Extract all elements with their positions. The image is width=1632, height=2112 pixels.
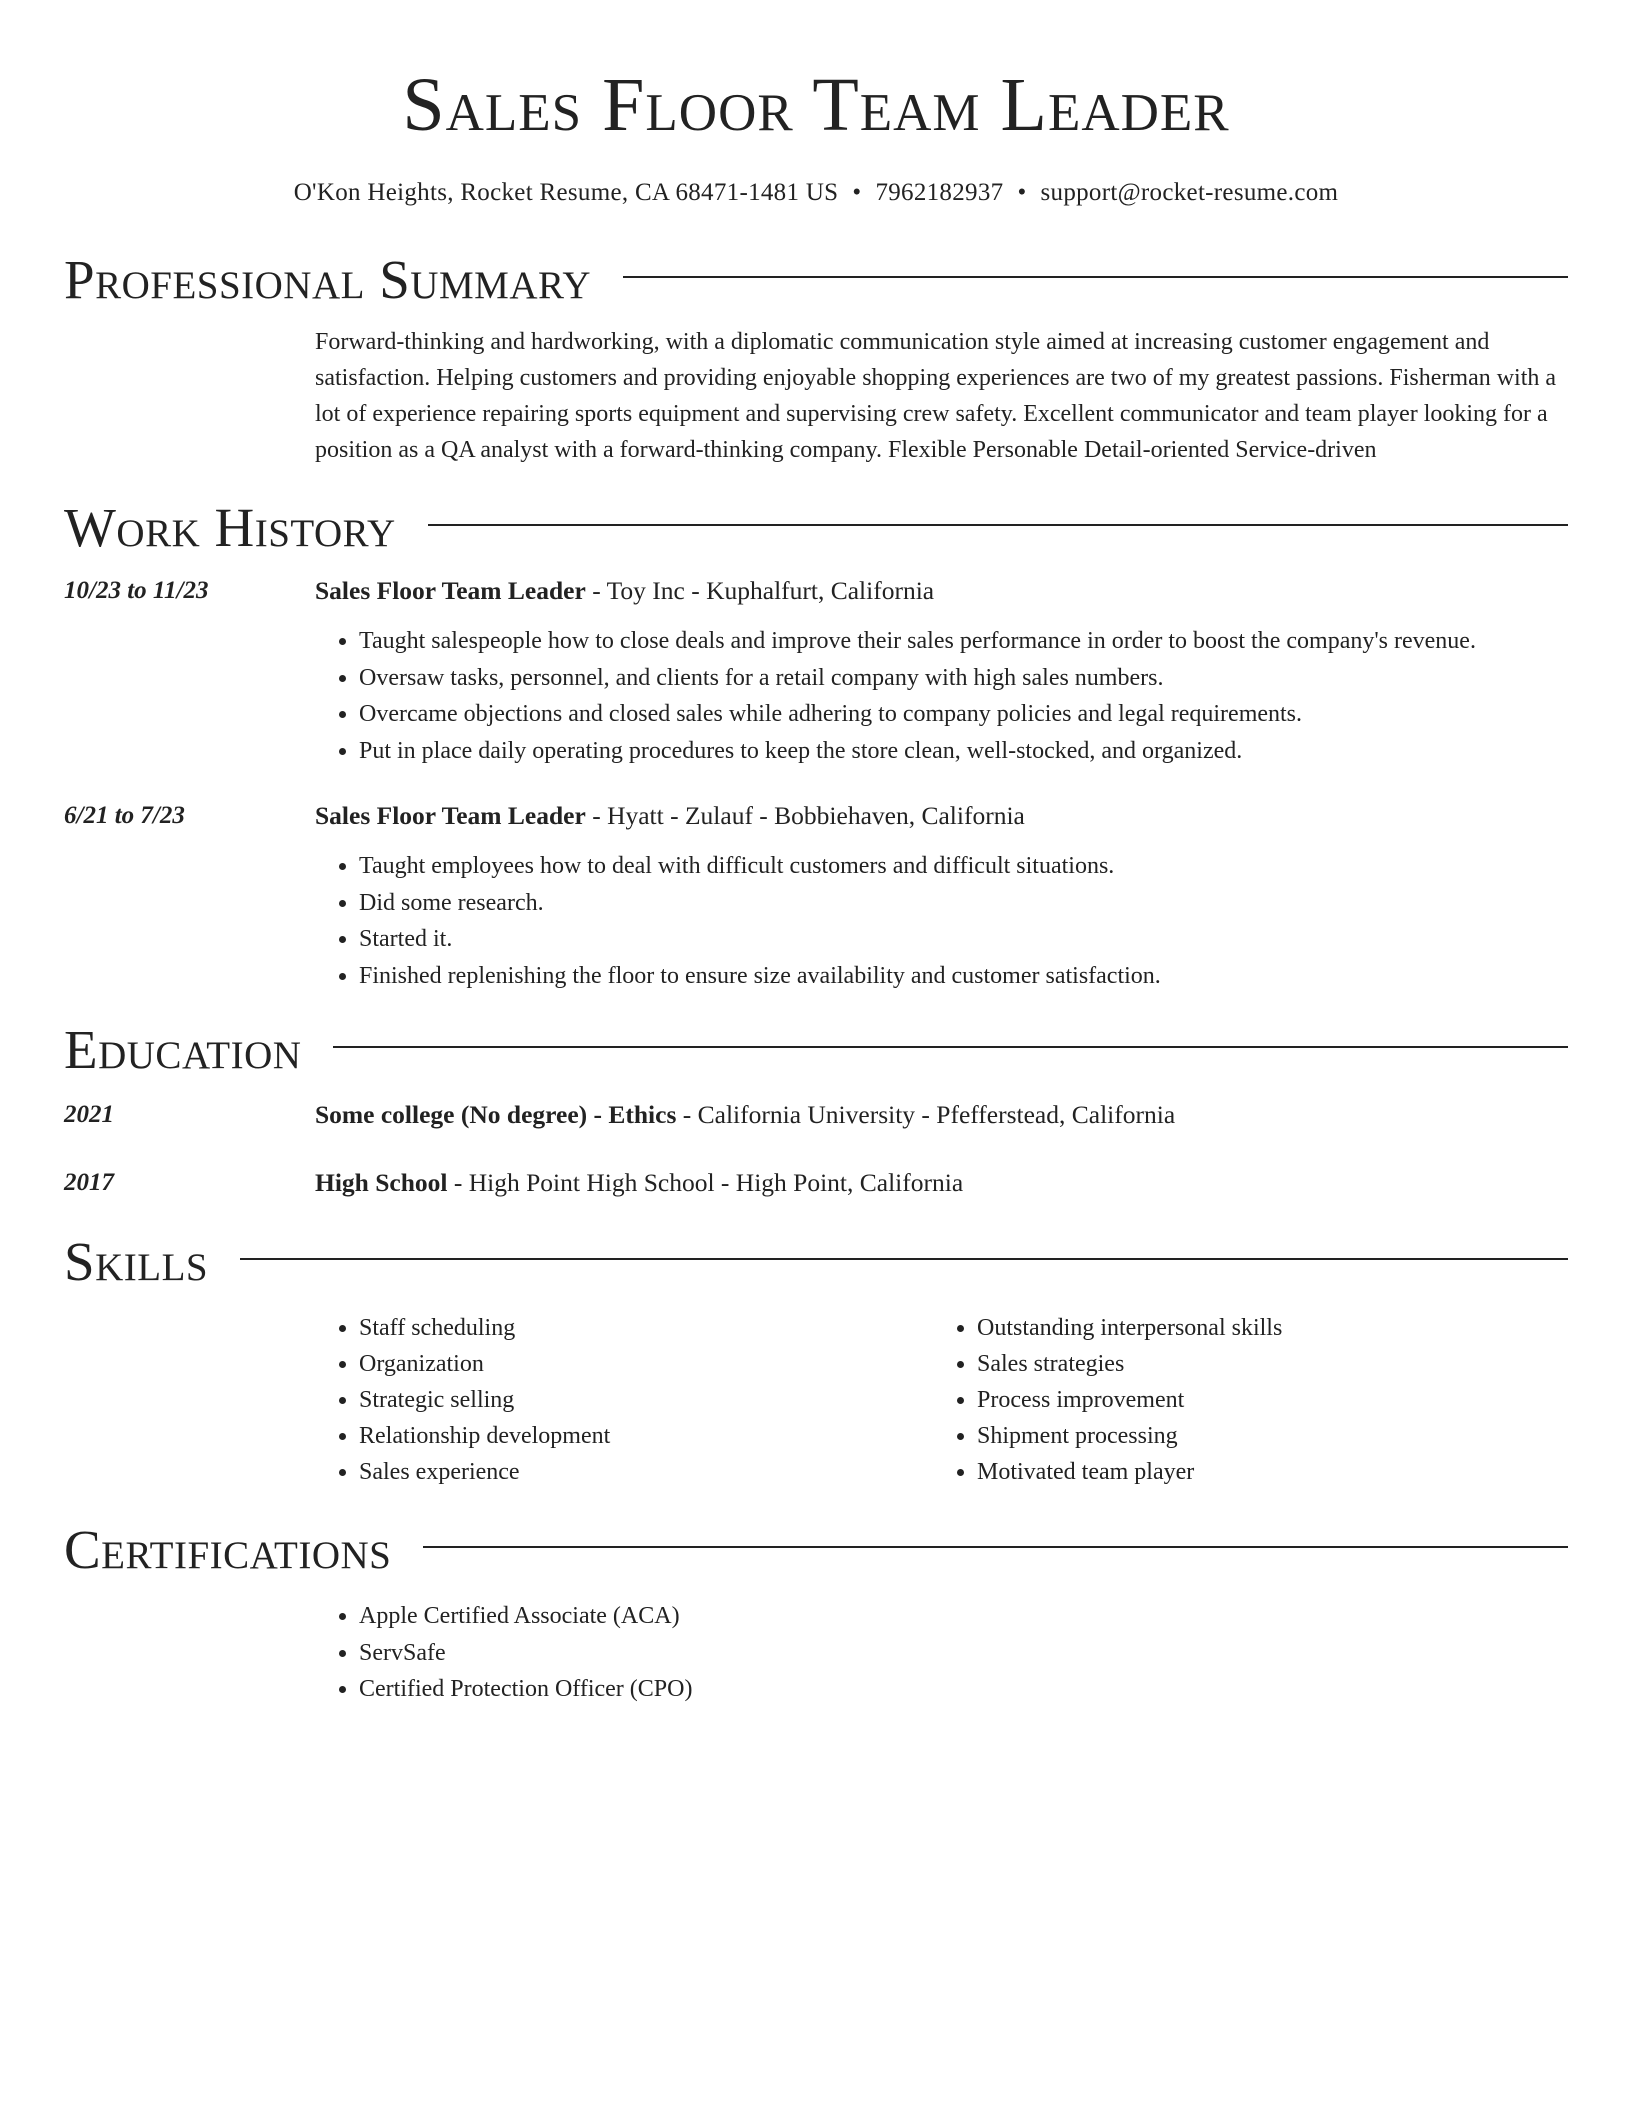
skill-item: • Motivated team player <box>977 1454 1551 1490</box>
job-role: Sales Floor Team Leader <box>315 801 586 830</box>
job-bullet: • Put in place daily operating procedures to keep the store clean, well-stocked, and organized. <box>359 733 1568 770</box>
certification-item: • Certified Protection Officer (CPO) <box>359 1671 1568 1708</box>
certifications-row <box>64 1582 1568 1708</box>
contact-separator: • <box>1017 179 1027 206</box>
summary-left-spacer <box>64 324 315 468</box>
skill-item: • Process improvement <box>977 1382 1551 1418</box>
contact-address: O'Kon Heights, Rocket Resume, CA 68471-1481 US <box>293 179 839 206</box>
skills-list-right <box>933 1310 1551 1490</box>
job-details: - Toy Inc - Kuphalfurt, California <box>585 576 935 605</box>
contact-phone: 7962182937 <box>875 179 1004 206</box>
skill-item: • Organization <box>359 1346 933 1382</box>
certifications-list <box>315 1598 1568 1708</box>
job-dates: 10/23 to 11/23 <box>64 577 209 604</box>
skills-left-spacer <box>64 1294 315 1490</box>
skill-item: • Relationship development <box>359 1418 933 1454</box>
summary-row <box>64 324 1568 468</box>
section-header-education <box>64 1018 1568 1082</box>
education-degree: Some college (No degree) - Ethics <box>315 1100 677 1129</box>
education-line <box>315 1098 1568 1132</box>
job-bullet: • Taught employees how to deal with difficult customers and difficult situations. <box>359 848 1568 885</box>
job-body <box>315 574 1568 769</box>
job-bullet: • Oversaw tasks, personnel, and clients for a retail company with high sales numbers. <box>359 660 1568 697</box>
education-entry <box>64 1098 1568 1132</box>
job-entry <box>64 574 1568 769</box>
contact-separator: • <box>852 179 862 206</box>
resume-page <box>64 0 1568 1708</box>
certifications-left-spacer <box>64 1582 315 1708</box>
section-header-work <box>64 496 1568 560</box>
section-title-certifications: Certifications <box>64 1519 392 1580</box>
section-title-skills: Skills <box>64 1231 209 1292</box>
job-role: Sales Floor Team Leader <box>315 576 586 605</box>
skill-item: • Sales strategies <box>977 1346 1551 1382</box>
skills-row <box>64 1294 1568 1490</box>
summary-text: Forward-thinking and hardworking, with a diplomatic communication style aimed at increasing customer engagement and satisfaction. Helping customers and providing enjoyable shopping experiences are two of my greatest passions. Fisherman with a lot of experience repairing sports equipment and supervising crew safety. Excellent communicator and team player looking for a position as a QA analyst with a forward-thinking company. Flexible Personable Detail-oriented Service-driven <box>315 329 1557 463</box>
resume-name-title: Sales Floor Team Leader <box>402 63 1230 147</box>
skill-item: • Shipment processing <box>977 1418 1551 1454</box>
section-header-summary <box>64 248 1568 312</box>
contact-line <box>64 176 1568 210</box>
job-title-line <box>315 799 1568 833</box>
section-divider <box>240 1258 1568 1260</box>
job-dates: 6/21 to 7/23 <box>64 802 185 829</box>
skill-item: • Staff scheduling <box>359 1310 933 1346</box>
contact-email: support@rocket-resume.com <box>1040 179 1339 206</box>
skill-item: • Outstanding interpersonal skills <box>977 1310 1551 1346</box>
section-header-certifications <box>64 1518 1568 1582</box>
section-divider <box>623 276 1568 278</box>
section-header-skills <box>64 1230 1568 1294</box>
section-title-education: Education <box>64 1019 302 1080</box>
job-bullet-list <box>315 623 1568 769</box>
job-bullet: • Finished replenishing the floor to ensure size availability and customer satisfaction. <box>359 958 1568 995</box>
section-title-summary: Professional Summary <box>64 249 592 310</box>
job-bullet: • Did some research. <box>359 885 1568 922</box>
section-divider <box>423 1546 1568 1548</box>
education-line <box>315 1166 1568 1200</box>
education-entry <box>64 1166 1568 1200</box>
education-details: - California University - Pfefferstead, California <box>676 1100 1176 1129</box>
education-year: 2021 <box>64 1101 114 1128</box>
certification-item: • ServSafe <box>359 1635 1568 1672</box>
section-divider <box>428 524 1568 526</box>
section-divider <box>333 1046 1568 1048</box>
job-body <box>315 799 1568 994</box>
job-bullet: • Taught salespeople how to close deals and improve their sales performance in order to boost the company's revenue. <box>359 623 1568 660</box>
skills-grid <box>315 1310 1551 1490</box>
skill-item: • Strategic selling <box>359 1382 933 1418</box>
skills-list-left <box>315 1310 933 1490</box>
job-title-line <box>315 574 1568 608</box>
job-entry <box>64 799 1568 994</box>
education-degree: High School <box>315 1168 448 1197</box>
job-bullet: • Overcame objections and closed sales while adhering to company policies and legal requirements. <box>359 696 1568 733</box>
job-bullet: • Started it. <box>359 921 1568 958</box>
job-bullet-list <box>315 848 1568 994</box>
section-title-work: Work History <box>64 497 396 558</box>
certification-item: • Apple Certified Associate (ACA) <box>359 1598 1568 1635</box>
job-details: - Hyatt - Zulauf - Bobbiehaven, California <box>585 801 1025 830</box>
certifications-body <box>315 1582 1568 1708</box>
skill-item: • Sales experience <box>359 1454 933 1490</box>
education-year: 2017 <box>64 1169 114 1196</box>
education-details: - High Point High School - High Point, California <box>447 1168 964 1197</box>
